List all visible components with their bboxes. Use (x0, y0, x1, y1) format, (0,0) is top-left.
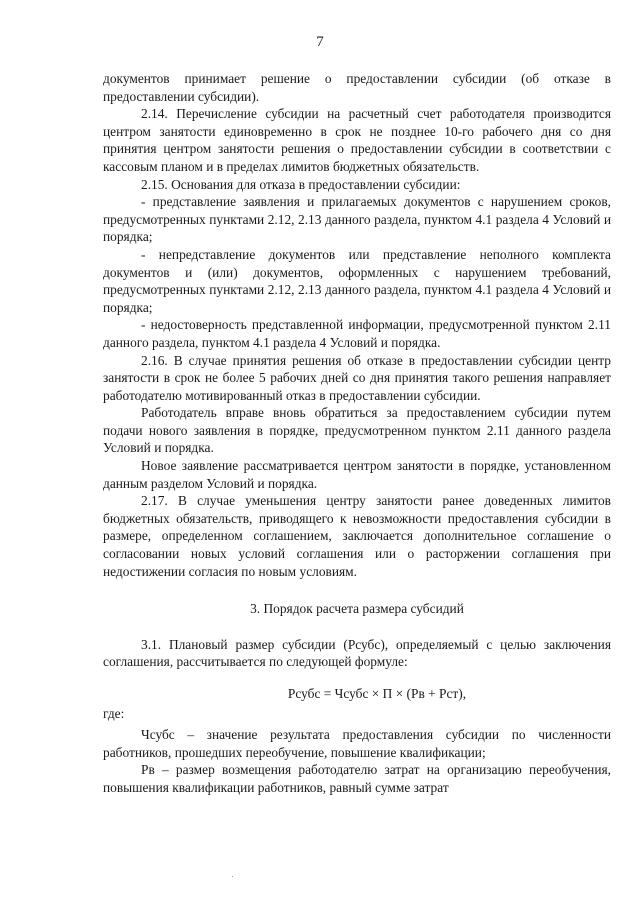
paragraph: Работодатель вправе вновь обратиться за предоставлением субсидии путем подачи нового заявления в порядке, предусмотренном пунктом 2.11 данного раздела Условий и порядка. (103, 405, 611, 456)
list-item: - недостоверность представленной информации, предусмотренной пунктом 2.11 данного раздела, пунктом 4.1 раздела 4 Условий и порядка. (103, 317, 611, 350)
scan-artifact (232, 876, 233, 877)
list-item: - представление заявления и прилагаемых документов с нарушением сроков, предусмотренных пунктами 2.12, 2.13 данного раздела, пунктом 4.1 раздела 4 Условий и порядка; (103, 194, 611, 245)
page-number: 7 (316, 34, 324, 50)
definition: Рв – размер возмещения работодателю затрат на организацию переобучения, повышения квалификации работников, равный сумме затрат (103, 762, 611, 795)
where-label: где: (103, 705, 125, 721)
paragraph: 2.16. В случае принятия решения об отказе в предоставлении субсидии центр занятости в срок не более 5 рабочих дней со дня принятия такого решения направляет работодателю мотивированный отказ в предоставлении субсидии. (103, 352, 611, 403)
formula: Рсубс = Чсубс × П × (Рв + Рст), (287, 686, 467, 701)
list-item: - непредставление документов или представление неполного комплекта документов и (или) документов, оформленных с нарушением требований, предусмотренных пунктами 2.12, 2.13 данного раздела, пунктом 4.1 раздела 4 Условий и порядка; (103, 246, 611, 315)
paragraph: 2.14. Перечисление субсидии на расчетный счет работодателя производится центром занятости единовременно в срок не позднее 10-го рабочего дня со дня принятия центром занятости решения о предоставлении субсидии в соответствии с кассовым планом и в пределах лимитов бюджетных обязательств. (103, 106, 611, 174)
section-heading: 3. Порядок расчета размера субсидий (250, 601, 464, 617)
document-body (103, 70, 611, 797)
paragraph: 3.1. Плановый размер субсидии (Рсубс), определяемый с целью заключения соглашения, рассчитывается по следующей формуле: (103, 636, 611, 670)
paragraph: документов принимает решение о предоставлении субсидии (об отказе в предоставлении субсидии). (103, 71, 611, 104)
paragraph: Новое заявление рассматривается центром занятости в порядке, установленном данным разделом Условий и порядка. (103, 458, 611, 491)
paragraph: 2.17. В случае уменьшения центру занятости ранее доведенных лимитов бюджетных обязательств, приводящего к невозможности предоставления субсидии в размере, определенном соглашением, заключается дополнительное соглашение о согласовании новых условий соглашения или о расторжении соглашения при недостижении согласия по новым условиям. (103, 493, 611, 579)
paragraph: 2.15. Основания для отказа в предоставлении субсидии: (141, 176, 461, 192)
definition: Чсубс – значение результата предоставления субсидии по численности работников, прошедших переобучение, повышение квалификации; (103, 727, 611, 760)
